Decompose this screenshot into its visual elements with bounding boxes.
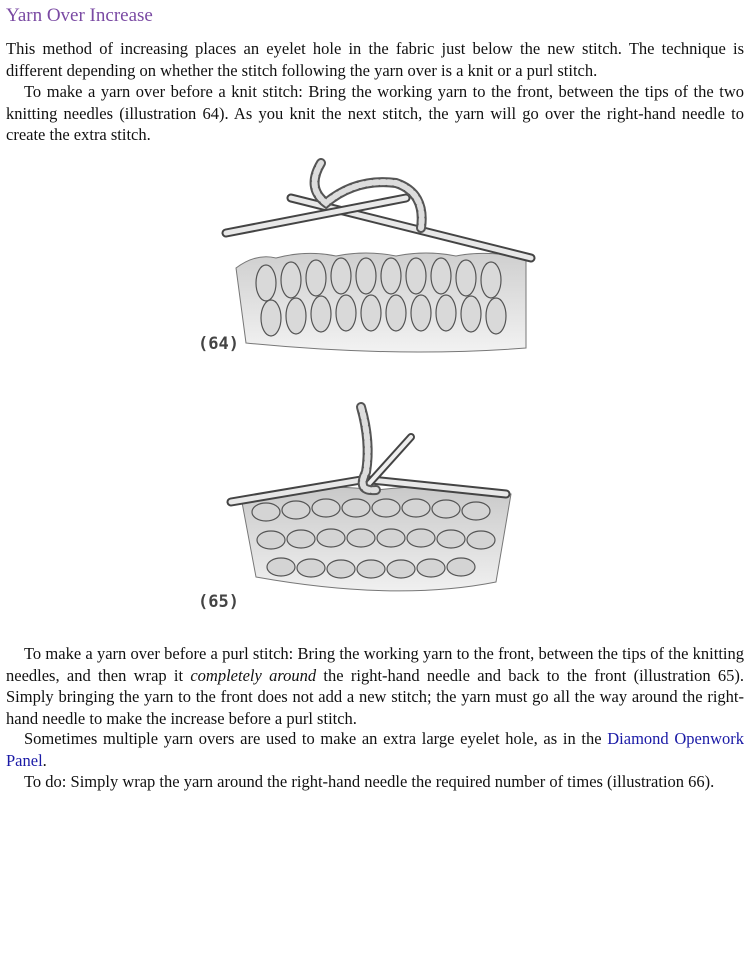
paragraph-to-do: To do: Simply wrap the yarn around the right-hand needle the required number of times (illustration 66). <box>24 772 715 791</box>
p3-emphasis: completely around <box>190 665 317 685</box>
paragraph-intro: This method of increasing places an eyelet hole in the fabric just below the new stitch. The technique is different depending on whether the stitch following the yarn over is a knit or a purl stitch. <box>6 39 744 80</box>
section-title: Yarn Over Increase <box>6 5 153 26</box>
illustration-64 <box>196 158 552 362</box>
p3-text-after: the right-hand needle and back to the front (illustration 65). Simply bringing the yarn to the front does not add a new stitch; the yarn must go all the way around the right-hand needle to make the increase before a purl stitch. <box>6 665 744 728</box>
figure-label-65: (65) <box>198 592 239 612</box>
paragraph-purl-yarn-over <box>6 643 744 729</box>
illustration-65 <box>196 382 552 618</box>
figure-label-64: (64) <box>198 334 239 354</box>
p3-text-before: To make a yarn over before a purl stitch: Bring the working yarn to the front, between the tips of the knitting needles, and then wrap it <box>6 644 744 685</box>
paragraph-knit-yarn-over: To make a yarn over before a knit stitch: Bring the working yarn to the front, between the tips of the two knitting needles (illustration 64). As you knit the next stitch, the yarn will go over the right-hand needle to create the extra stitch. <box>6 82 744 144</box>
knit-yarn-over-drawing <box>196 158 552 362</box>
paragraph-multiple-yarn-overs <box>6 728 744 771</box>
diamond-openwork-panel-link[interactable]: Diamond Openwork Panel <box>6 729 744 770</box>
p4-text-after: . <box>42 750 47 770</box>
p4-text-before: Sometimes multiple yarn overs are used to make an extra large eyelet hole, as in the <box>24 729 608 748</box>
purl-yarn-over-drawing <box>196 382 552 618</box>
